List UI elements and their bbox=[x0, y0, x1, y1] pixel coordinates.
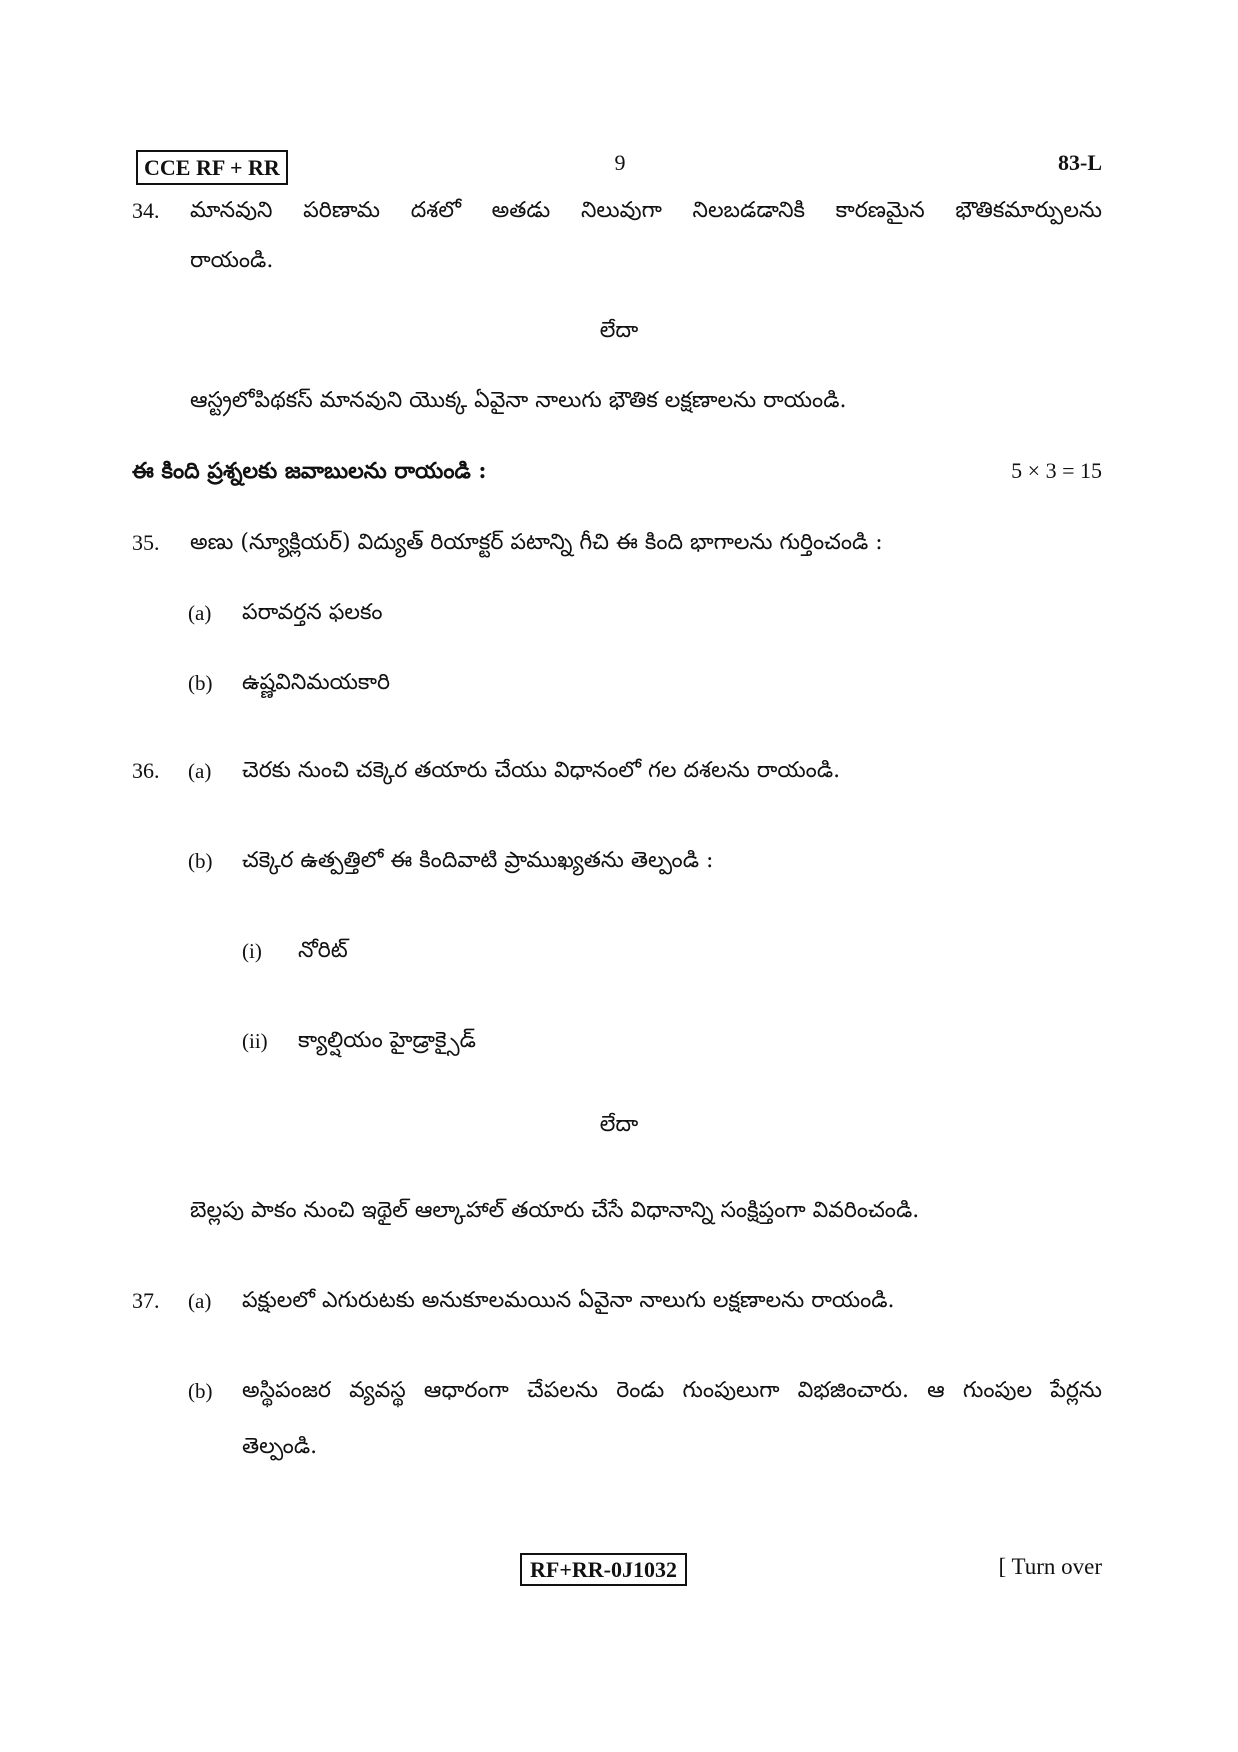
footer-code-box: RF+RR-0J1032 bbox=[520, 1553, 687, 1586]
question-34-number: 34. bbox=[132, 198, 160, 223]
section-instruction: ఈ కింది ప్రశ్నలకు జవాబులను రాయండి : bbox=[132, 458, 487, 484]
question-35-text: అణు (న్యూక్లియర్) విద్యుత్ రియాక్టర్ పటాన్ని గీచి ఈ కింది భాగాలను గుర్తించండి : bbox=[190, 530, 883, 555]
question-35-part-text: పరావర్తన ఫలకం bbox=[242, 600, 383, 625]
question-36-a-text: చెరకు నుంచి చక్కెర తయారు చేయు విధానంలో గల దశలను రాయండి. bbox=[242, 758, 841, 783]
question-35-number: 35. bbox=[132, 530, 160, 555]
question-36-alternative: బెల్లపు పాకం నుంచి ఇథైల్ ఆల్కాహాల్ తయారు చేసే విధానాన్ని సంక్షిప్తంగా వివరించండి. bbox=[190, 1198, 920, 1223]
question-36-b-label: (b) bbox=[188, 849, 213, 873]
question-35-part-text: ఉష్ణవినిమయకారి bbox=[242, 670, 391, 695]
question-35-part-label: (b) bbox=[188, 671, 213, 695]
question-37-b-line-2: తెల్పండి. bbox=[242, 1434, 318, 1459]
question-34-line-1: మానవుని పరిణామ దశలో అతడు నిలువుగా నిలబడడానికి కారణమైన భౌతికమార్పులను bbox=[190, 198, 1102, 223]
header-course-box: CCE RF + RR bbox=[136, 150, 288, 185]
question-37-number: 37. bbox=[132, 1288, 160, 1313]
question-36-number: 36. bbox=[132, 758, 160, 783]
question-34-or: లేదా bbox=[599, 318, 639, 343]
question-36-a-label: (a) bbox=[188, 759, 212, 783]
question-36-sub-label: (ii) bbox=[242, 1029, 268, 1053]
section-marks: 5 × 3 = 15 bbox=[1011, 458, 1102, 483]
turn-over-note: [ Turn over bbox=[998, 1554, 1102, 1579]
paper-code: 83-L bbox=[1058, 150, 1102, 175]
question-37-b-line-1: అస్థిపంజర వ్యవస్థ ఆధారంగా చేపలను రెండు గుంపులుగా విభజించారు. ఆ గుంపుల పేర్లను bbox=[242, 1378, 1102, 1403]
question-36-sub-text: క్యాల్షియం హైడ్రాక్సైడ్ bbox=[298, 1028, 476, 1053]
question-36-b-text: చక్కెర ఉత్పత్తిలో ఈ కిందివాటి ప్రాముఖ్యతను తెల్పండి : bbox=[242, 848, 714, 873]
question-37-a-text: పక్షులలో ఎగురుటకు అనుకూలమయిన ఏవైనా నాలుగు లక్షణాలను రాయండి. bbox=[242, 1288, 895, 1313]
question-36-or: లేదా bbox=[599, 1112, 639, 1137]
question-34-alternative: ఆస్ట్రలోపిథకస్ మానవుని యొక్క ఏవైనా నాలుగు భౌతిక లక్షణాలను రాయండి. bbox=[190, 388, 847, 413]
question-36-sub-text: నోరిట్ bbox=[298, 938, 348, 963]
question-35-part-label: (a) bbox=[188, 601, 212, 625]
question-37-b-label: (b) bbox=[188, 1379, 213, 1403]
question-37-a-label: (a) bbox=[188, 1289, 212, 1313]
page-number: 9 bbox=[614, 150, 626, 175]
question-34-line-2: రాయండి. bbox=[190, 248, 274, 273]
question-36-sub-label: (i) bbox=[242, 939, 262, 963]
